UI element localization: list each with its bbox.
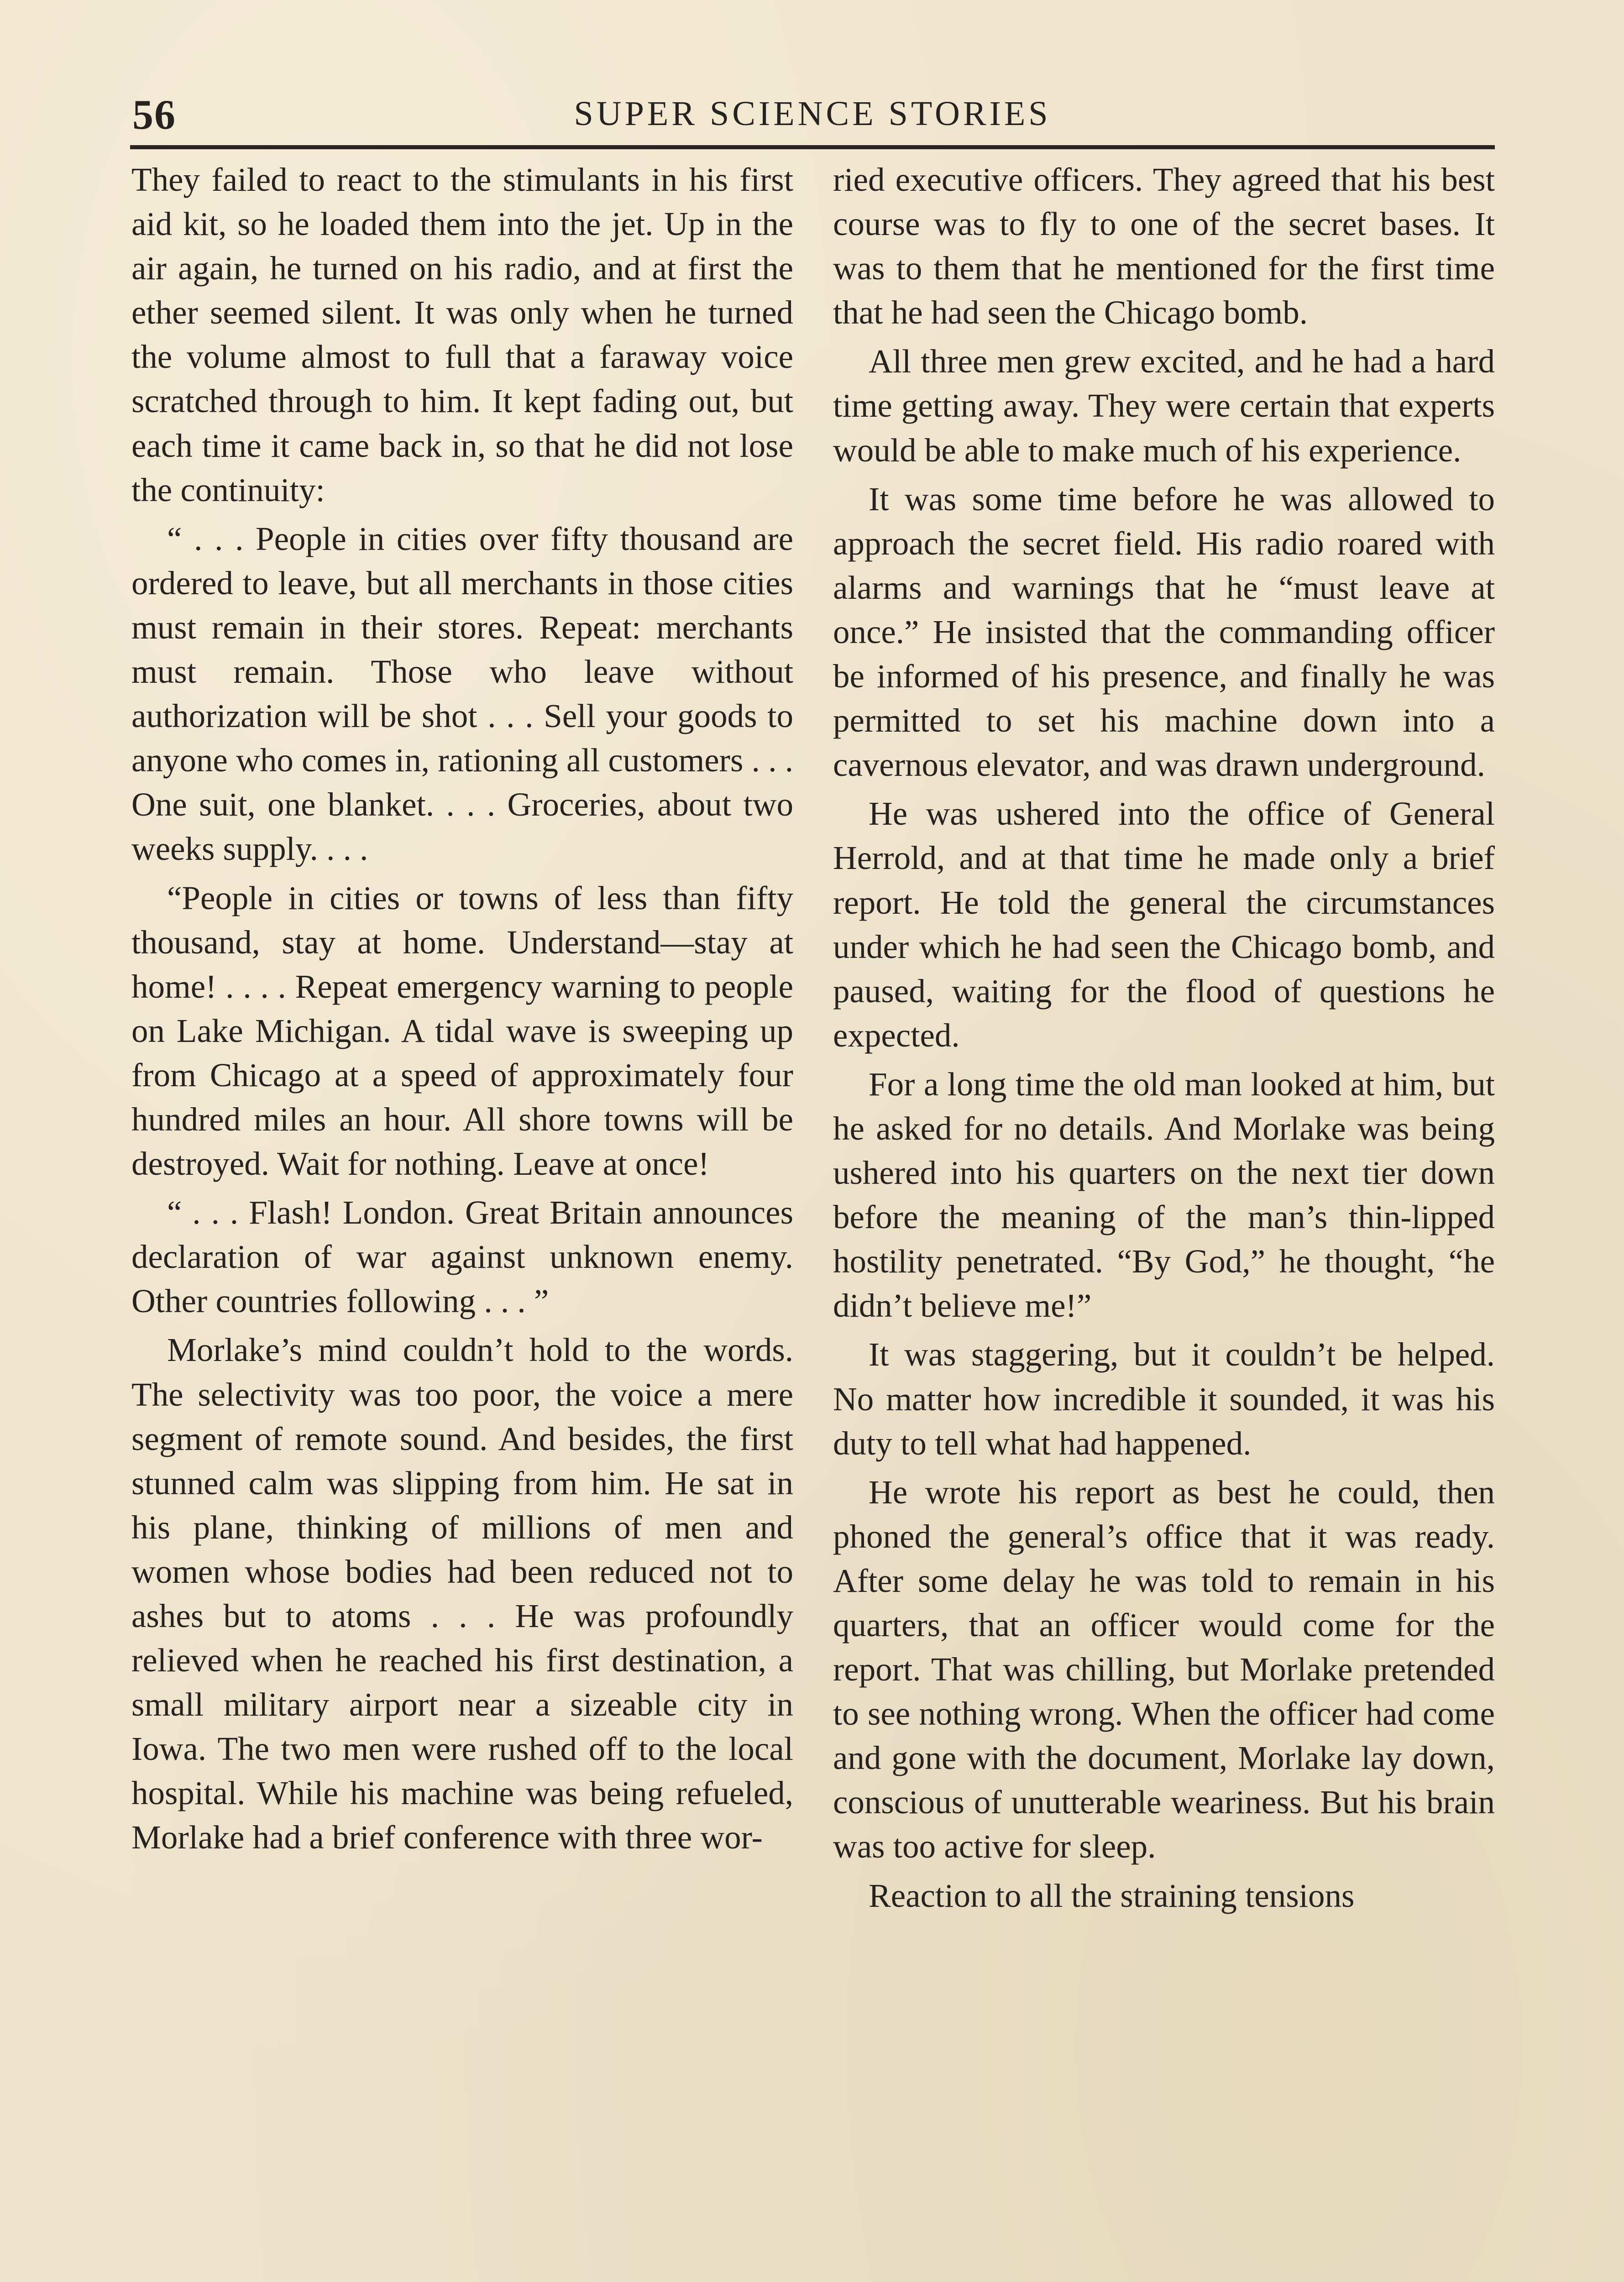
paragraph: For a long time the old man looked at him, but he asked for no details. And Morlake was being ushered into his quarters on the next tier down before the meaning of the man’s thin-lipped hostility penetrated. “By God,” he thought, “he didn’t believe me!” xyxy=(833,1065,1495,1324)
paragraph: ried executive officers. They agreed that his best course was to fly to one of the secret bases. It was to them that he mentioned for the first time that he had seen the Chicago bomb. xyxy=(833,161,1495,331)
running-title: SUPER SCIENCE STORIES xyxy=(574,94,1051,133)
header-rule xyxy=(130,145,1495,149)
paragraph: It was staggering, but it couldn’t be helped. No matter how incredible it sounded, it was his duty to tell what had happened. xyxy=(833,1336,1495,1462)
paragraph: All three men grew excited, and he had a hard time getting away. They were certain that experts would be able to make much of his experience. xyxy=(833,343,1495,469)
paragraph: “ . . . People in cities over fifty thousand are ordered to leave, but all merchants in those cities must remain in their stores. Repeat: merchants must remain. Those who leave without authorization will be shot . . . Sell your goods to anyone who comes in, rationing all customers . . . One suit, one blanket. . . . Groceries, about two weeks supply. . . . xyxy=(131,520,793,868)
paragraph: He wrote his report as best he could, then phoned the general’s office that it was ready. After some delay he was told to remain in his quarters, that an officer would come for the report. That was chilling, but Morlake pretended to see nothing wrong. When the officer had come and gone with the document, Morlake lay down, conscious of unutterable weariness. But his brain was too active for sleep. xyxy=(833,1473,1495,1865)
paragraph: They failed to react to the stimulants in his first aid kit, so he loaded them into the jet. Up in the air again, he turned on his radio, and at first the ether seemed silent. It was only when he turned the volume almost to full that a faraway voice scratched through to him. It kept fading out, but each time it came back in, so that he did not lose the continuity: xyxy=(131,161,793,508)
left-column xyxy=(131,157,793,1864)
paragraph: He was ushered into the office of General Herrold, and at that time he made only a brief report. He told the general the circumstances under which he had seen the Chicago bomb, and paused, waiting for the flood of questions he expected. xyxy=(833,795,1495,1054)
paragraph: It was some time before he was allowed to approach the secret field. His radio roared with alarms and warnings that he “must leave at once.” He insisted that the commanding officer be informed of his presence, and finally he was permitted to set his machine down into a cavernous elevator, and was drawn underground. xyxy=(833,480,1495,784)
page-header xyxy=(132,90,1493,150)
paragraph: “People in cities or towns of less than fifty thousand, stay at home. Understand—stay at home! . . . . Repeat emergency warning to people on Lake Michigan. A tidal wave is sweeping up from Chicago at a speed of approximately four hundred miles an hour. All shore towns will be destroyed. Wait for nothing. Leave at once! xyxy=(131,879,793,1183)
paragraph: Reaction to all the straining tensions xyxy=(869,1877,1355,1914)
paragraph: Morlake’s mind couldn’t hold to the words. The selectivity was too poor, the voice a mere segment of remote sound. And besides, the first stunned calm was slipping from him. He sat in his plane, thinking of millions of men and women whose bodies had been reduced not to ashes but to atoms . . . He was profoundly relieved when he reached his first destination, a small military airport near a sizeable city in Iowa. The two men were rushed off to the local hospital. While his machine was being refueled, Morlake had a brief conference with three wor- xyxy=(131,1331,793,1856)
page-number: 56 xyxy=(132,91,176,138)
right-column xyxy=(833,157,1495,1922)
paragraph: “ . . . Flash! London. Great Britain announces declaration of war against unknown enemy. Other countries following . . . ” xyxy=(131,1194,793,1320)
